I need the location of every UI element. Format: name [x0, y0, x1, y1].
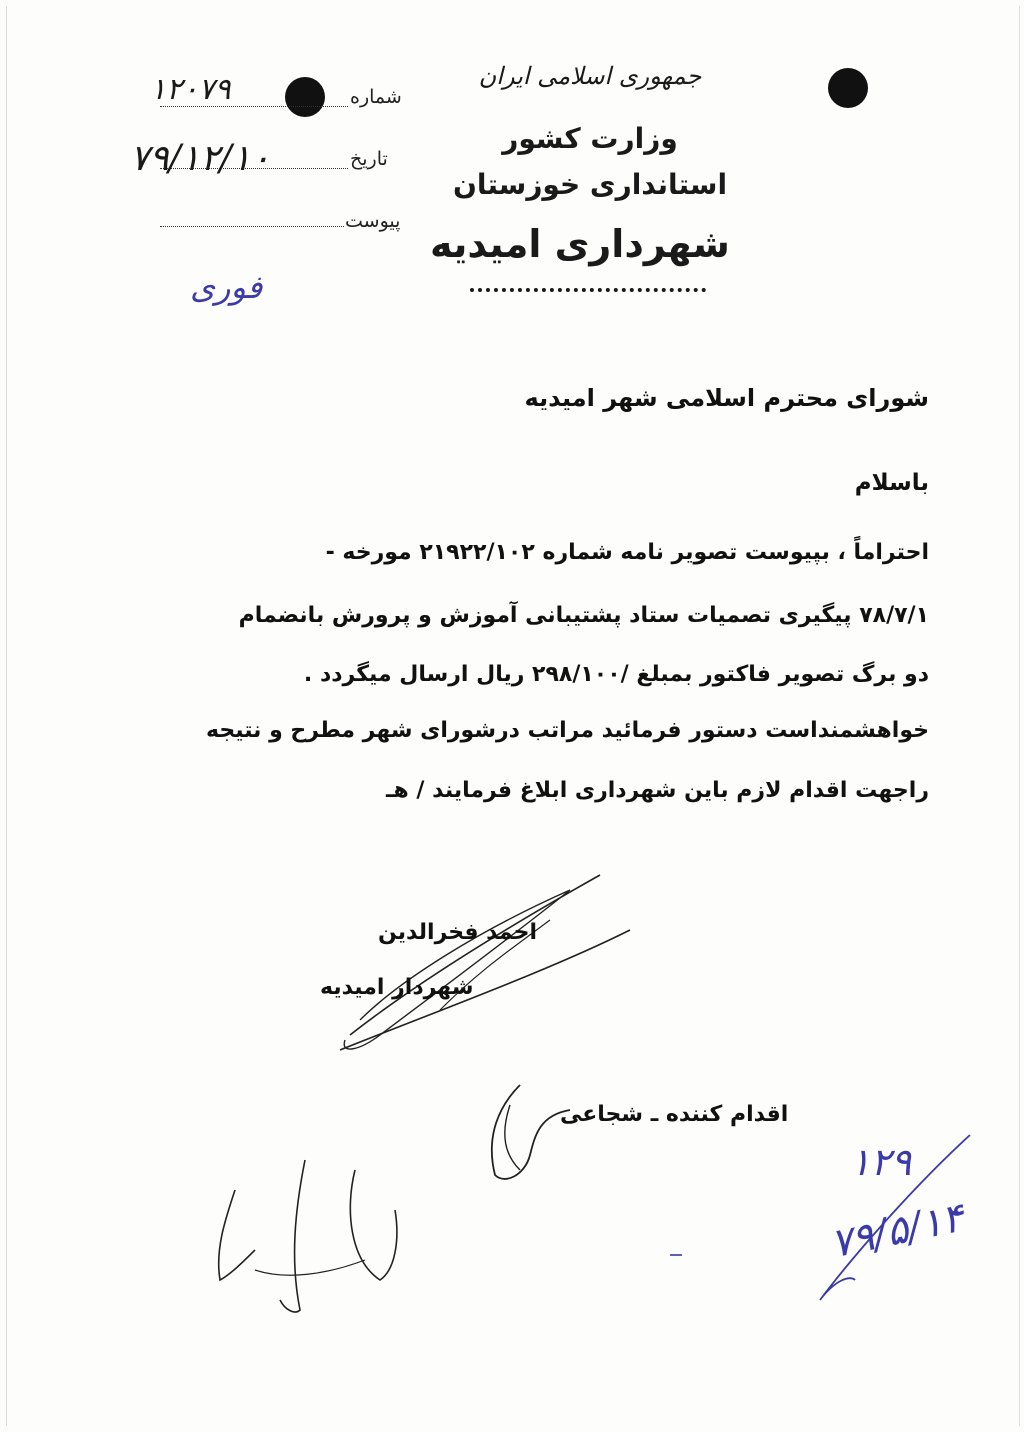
handwritten-reference-strokes — [660, 1130, 990, 1380]
greeting: باسلام — [854, 470, 929, 496]
letterhead-ministry: وزارت کشور — [502, 122, 678, 155]
recipient: شورای محترم اسلامی شهر امیدیه — [524, 384, 929, 412]
letterhead-province: استانداری خوزستان — [452, 168, 728, 201]
body-line: ۷۸/۷/۱ پیگیری تصمیات ستاد پشتیبانی آموزش و پرورش بانضمام — [238, 603, 929, 628]
body-line: دو برگ تصویر فاکتور بمبلغ /۲۹۸/۱۰۰ ریال ارسال میگردد . — [303, 662, 929, 687]
letterhead-city: شهرداری امیدیه — [430, 222, 730, 266]
date-label: تاریخ — [350, 148, 388, 170]
letterhead-republic: جمهوری اسلامی ایران — [478, 62, 702, 90]
urgent-note: فوری — [190, 268, 263, 306]
date-value: ۷۹/۱۲/۱۰ — [130, 138, 271, 179]
body-line: خواهشمنداست دستور فرمائید مراتب درشورای شهر مطرح و نتیجه — [206, 718, 929, 743]
signatory-name: احمد فخرالدین — [378, 920, 538, 945]
punch-hole-left — [285, 77, 325, 117]
body-line: احتراماً ، بپیوست تصویر نامه شماره ۲۱۹۲۲/۱۰۲ مورخه - — [325, 540, 929, 565]
attachment-line — [160, 226, 344, 227]
reference-number: ۱۲۹ — [850, 1140, 912, 1184]
signatory-title: شهردار امیدیه — [320, 975, 474, 1000]
number-label: شماره — [350, 86, 402, 108]
attachment-label: پیوست — [345, 210, 401, 232]
number-value: ۱۲۰۷۹ — [150, 72, 231, 107]
reference-date: ۷۹/۵/۱۴ — [826, 1194, 968, 1268]
action-by: اقدام کننده ـ شجاعی — [560, 1102, 789, 1127]
signature-scribble — [320, 860, 650, 1060]
bottom-signature-scribble — [195, 1150, 425, 1330]
letterhead-divider — [470, 288, 706, 292]
body-line: راجهت اقدام لازم باین شهرداری ابلاغ فرمایند / هـ — [386, 778, 929, 803]
punch-hole-right — [828, 68, 868, 108]
initials-scribble — [470, 1075, 580, 1195]
